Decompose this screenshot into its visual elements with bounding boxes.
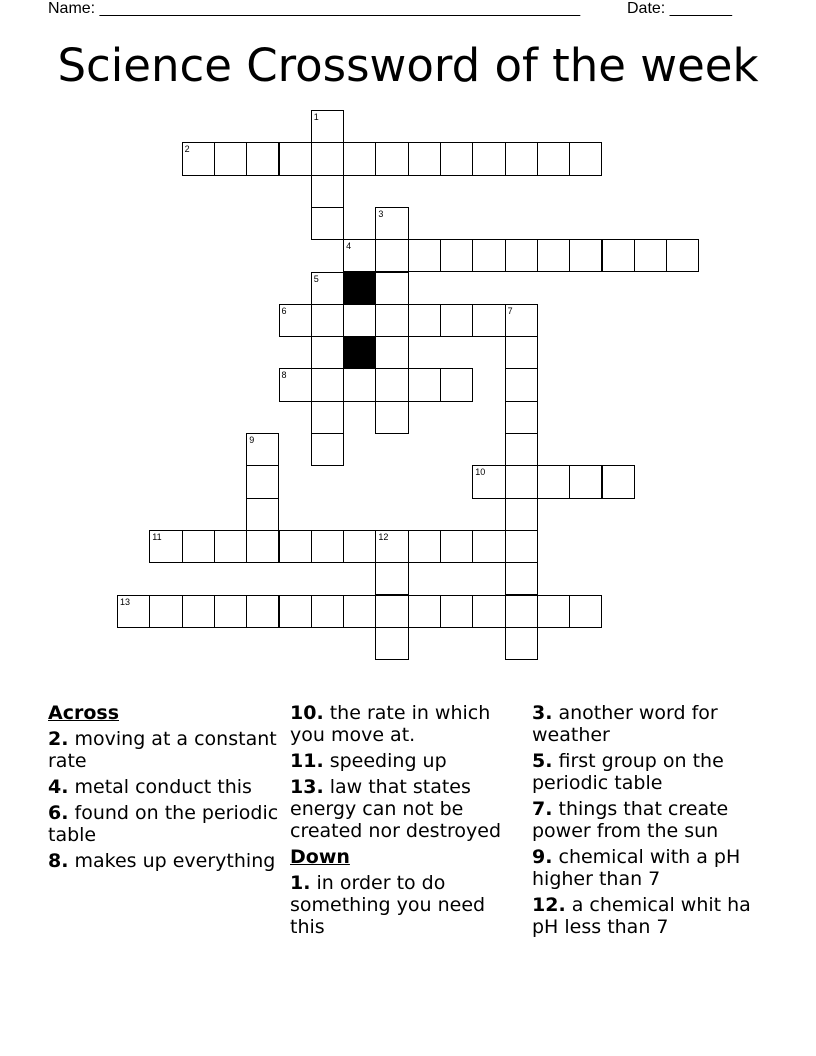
grid-cell[interactable] — [375, 304, 408, 337]
page-title: Science Crossword of the week — [57, 39, 759, 92]
grid-cell[interactable] — [343, 595, 376, 628]
grid-cell[interactable] — [311, 175, 344, 208]
grid-cell[interactable] — [375, 207, 408, 240]
clue-number: 3. — [532, 702, 553, 724]
clue-number-label: 9 — [249, 435, 255, 445]
grid-cell[interactable] — [375, 239, 408, 272]
grid-cell[interactable] — [311, 110, 344, 143]
clue-number-label: 3 — [378, 208, 384, 219]
clue-number-label: 5 — [313, 273, 319, 284]
grid-cell[interactable] — [182, 142, 215, 175]
grid-cell[interactable] — [634, 239, 667, 272]
grid-cell[interactable] — [279, 368, 312, 401]
clue-number-label: 4 — [346, 241, 352, 252]
grid-cell[interactable] — [505, 595, 538, 628]
clue-text: another word for weather — [532, 702, 718, 746]
grid-cell[interactable] — [246, 142, 279, 175]
clue-text: speeding up — [329, 750, 447, 772]
clue-across-13 — [290, 776, 525, 842]
grid-cell[interactable] — [311, 207, 344, 240]
clue-across-4 — [48, 776, 283, 798]
clue-number-label: 8 — [281, 370, 287, 381]
across-heading: Across — [48, 702, 120, 724]
grid-cell[interactable] — [408, 595, 441, 628]
grid-cell[interactable] — [375, 530, 408, 563]
grid-cell[interactable] — [343, 239, 376, 272]
clue-number-label: 6 — [281, 305, 287, 316]
grid-cell[interactable] — [472, 465, 505, 498]
grid-cell[interactable] — [440, 530, 473, 563]
clue-text: things that create power from the sun — [532, 798, 729, 842]
grid-cell[interactable] — [117, 595, 150, 628]
grid-cell[interactable] — [311, 336, 344, 369]
clue-down-1 — [290, 872, 525, 938]
grid-cell[interactable] — [375, 401, 408, 434]
grid-cell[interactable] — [602, 465, 635, 498]
grid-cell[interactable] — [666, 239, 699, 272]
clue-text: the rate in which you move at. — [290, 702, 491, 746]
grid-cell[interactable] — [279, 304, 312, 337]
grid-cell[interactable] — [408, 304, 441, 337]
grid-cell[interactable] — [408, 239, 441, 272]
grid-cell[interactable] — [472, 142, 505, 175]
grid-cell[interactable] — [375, 627, 408, 660]
grid-cell[interactable] — [440, 304, 473, 337]
grid-cell[interactable] — [214, 595, 247, 628]
grid-cell[interactable] — [440, 368, 473, 401]
grid-cell[interactable] — [311, 272, 344, 305]
grid-cell[interactable] — [343, 304, 376, 337]
grid-cell[interactable] — [472, 239, 505, 272]
grid-cell[interactable] — [505, 562, 538, 595]
grid-cell[interactable] — [246, 595, 279, 628]
grid-cell[interactable] — [311, 401, 344, 434]
grid-cell[interactable] — [182, 595, 215, 628]
grid-cell[interactable] — [602, 239, 635, 272]
clues-column-3 — [532, 702, 767, 942]
clue-number-label: 7 — [507, 305, 513, 316]
grid-cell[interactable] — [311, 368, 344, 401]
clue-text: found on the periodic table — [48, 802, 279, 846]
grid-cell[interactable] — [214, 142, 247, 175]
grid-cell[interactable] — [537, 142, 570, 175]
clue-number: 6. — [48, 802, 69, 824]
clue-number-label: 11 — [152, 531, 162, 542]
clues-column-1 — [48, 702, 283, 876]
grid-cell[interactable] — [343, 368, 376, 401]
clue-number-label: 1 — [313, 112, 319, 122]
name-line[interactable]: Name: ______________________________________________________ — [48, 0, 581, 17]
clue-text: makes up everything — [74, 850, 276, 872]
grid-cell[interactable] — [505, 142, 538, 175]
clue-number: 10. — [290, 702, 324, 724]
grid-cell[interactable] — [569, 465, 602, 498]
grid-cell[interactable] — [440, 142, 473, 175]
clue-across-2 — [48, 728, 283, 772]
grid-cell[interactable] — [246, 433, 279, 466]
clue-number: 9. — [532, 846, 553, 868]
grid-cell[interactable] — [537, 595, 570, 628]
grid-cell[interactable] — [408, 142, 441, 175]
grid-cell[interactable] — [246, 465, 279, 498]
grid-cell[interactable] — [505, 304, 538, 337]
grid-cell[interactable] — [569, 142, 602, 175]
grid-cell[interactable] — [440, 595, 473, 628]
clue-across-8 — [48, 850, 283, 872]
clue-number-label: 12 — [378, 531, 389, 542]
grid-cell[interactable] — [569, 239, 602, 272]
clue-number: 13. — [290, 776, 324, 798]
grid-cell[interactable] — [311, 595, 344, 628]
grid-cell[interactable] — [472, 530, 505, 563]
clue-text: metal conduct this — [74, 776, 252, 798]
clue-text: a chemical whit ha pH less than 7 — [532, 894, 751, 938]
grid-cell[interactable] — [408, 530, 441, 563]
grid-cell[interactable] — [375, 595, 408, 628]
clue-number: 12. — [532, 894, 566, 916]
grid-cell[interactable] — [569, 595, 602, 628]
grid-cell[interactable] — [537, 465, 570, 498]
clue-number: 7. — [532, 798, 553, 820]
grid-cell[interactable] — [505, 627, 538, 660]
clue-down-7 — [532, 798, 767, 842]
grid-cell[interactable] — [375, 562, 408, 595]
grid-cell[interactable] — [375, 142, 408, 175]
grid-cell[interactable] — [505, 465, 538, 498]
grid-cell[interactable] — [505, 433, 538, 466]
grid-cell[interactable] — [505, 368, 538, 401]
grid-cell[interactable] — [279, 595, 312, 628]
black-cell — [343, 272, 376, 305]
grid-cell[interactable] — [505, 498, 538, 531]
clue-number-label: 10 — [475, 467, 486, 478]
clue-text: law that states energy can not be created nor destroyed — [290, 776, 502, 842]
clue-text: in order to do something you need this — [290, 872, 486, 938]
grid-cell[interactable] — [408, 368, 441, 401]
clue-text: chemical with a pH higher than 7 — [532, 846, 741, 890]
grid-cell[interactable] — [149, 595, 182, 628]
grid-cell[interactable] — [182, 530, 215, 563]
clue-number: 8. — [48, 850, 69, 872]
clue-down-5 — [532, 750, 767, 794]
clues-column-2 — [290, 702, 525, 942]
grid-cell[interactable] — [343, 530, 376, 563]
clue-down-9 — [532, 846, 767, 890]
clue-across-11 — [290, 750, 525, 772]
grid-cell[interactable] — [375, 368, 408, 401]
grid-cell[interactable] — [311, 304, 344, 337]
grid-cell[interactable] — [279, 142, 312, 175]
grid-cell[interactable] — [343, 142, 376, 175]
grid-cell[interactable] — [440, 239, 473, 272]
grid-cell[interactable] — [505, 530, 538, 563]
grid-cell[interactable] — [505, 239, 538, 272]
clue-number-label: 13 — [120, 596, 131, 607]
grid-cell[interactable] — [311, 142, 344, 175]
clue-down-12 — [532, 894, 767, 938]
grid-cell[interactable] — [375, 272, 408, 305]
clue-number: 1. — [290, 872, 311, 894]
clue-number: 4. — [48, 776, 69, 798]
clue-across-6 — [48, 802, 283, 846]
grid-cell[interactable] — [311, 433, 344, 466]
grid-cell[interactable] — [246, 498, 279, 531]
grid-cell[interactable] — [246, 530, 279, 563]
grid-cell[interactable] — [472, 304, 505, 337]
grid-cell[interactable] — [149, 530, 182, 563]
grid-cell[interactable] — [214, 530, 247, 563]
grid-cell[interactable] — [505, 401, 538, 434]
grid-cell[interactable] — [375, 336, 408, 369]
grid-cell[interactable] — [537, 239, 570, 272]
black-cell — [343, 336, 376, 369]
clue-number: 5. — [532, 750, 553, 772]
grid-cell[interactable] — [505, 336, 538, 369]
grid-cell[interactable] — [279, 530, 312, 563]
clue-across-10 — [290, 702, 525, 746]
date-line[interactable]: Date: _______ — [627, 0, 732, 17]
clue-number-label: 2 — [184, 144, 190, 155]
grid-cell[interactable] — [472, 595, 505, 628]
down-heading: Down — [290, 846, 350, 868]
clue-number: 11. — [290, 750, 324, 772]
clue-down-3 — [532, 702, 767, 746]
clue-text: first group on the periodic table — [532, 750, 724, 794]
grid-cell[interactable] — [311, 530, 344, 563]
clue-text: moving at a constant rate — [48, 728, 277, 772]
clue-number: 2. — [48, 728, 69, 750]
